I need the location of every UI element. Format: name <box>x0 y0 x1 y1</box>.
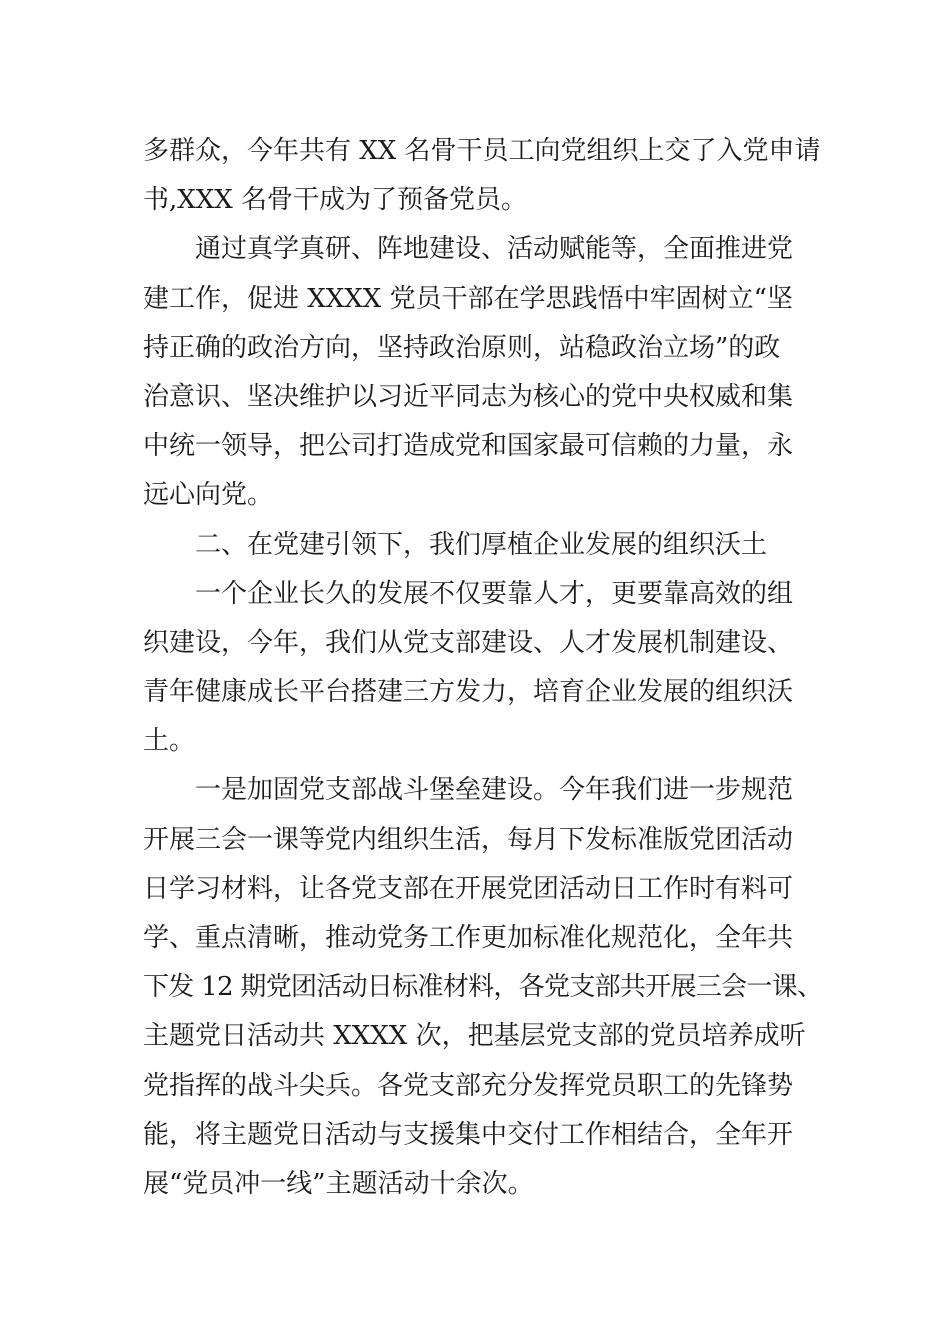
text-line: 青年健康成长平台搭建三方发力，培育企业发展的组织沃 <box>143 677 794 708</box>
section-heading-text: 二、在党建引领下，我们厚植企业发展的组织沃土 <box>195 529 768 560</box>
text-line: 建工作，促进 XXXX 党员干部在学思践悟中牢固树立“坚 <box>143 283 793 314</box>
text-line: 持正确的政治方向，坚持政治原则，站稳政治立场”的政 <box>143 332 781 363</box>
text-line: 中统一领导，把公司打造成党和国家最可信赖的力量，永 <box>143 431 794 462</box>
text-line: 通过真学真研、阵地建设、活动赋能等，全面推进党 <box>195 234 794 265</box>
text-line: 主题党日活动共 XXXX 次，把基层党支部的党员培养成听 <box>143 1021 806 1052</box>
paragraph <box>143 766 823 1209</box>
text-line: 织建设，今年，我们从党支部建设、人才发展机制建设、 <box>143 627 794 658</box>
text-line: 土。 <box>143 726 196 757</box>
text-line: 开展三会一课等党内组织生活，每月下发标准版党团活动 <box>143 824 794 855</box>
text-line: 展“党员冲一线”主题活动十余次。 <box>143 1168 534 1199</box>
paragraph <box>143 127 821 225</box>
text-line: 一个企业长久的发展不仅要靠人才，更要靠高效的组 <box>195 578 794 609</box>
text-line: 学、重点清晰，推动党务工作更加标准化规范化，全年共 <box>143 923 794 953</box>
text-line: 远心向党。 <box>143 480 274 511</box>
text-line: 能，将主题党日活动与支援集中交付工作相结合，全年开 <box>143 1119 794 1150</box>
text-line: 一是加固党支部战斗堡垒建设。今年我们进一步规范 <box>195 775 794 806</box>
paragraph <box>143 225 815 520</box>
text-line: 日学习材料，让各党支部在开展党团活动日工作时有料可 <box>143 873 794 904</box>
section-heading <box>143 521 815 570</box>
paragraph <box>143 570 815 767</box>
text-line: 下发 12 期党团活动日标准材料，各党支部共开展三会一课、 <box>143 972 823 1003</box>
document-body <box>143 127 823 1209</box>
text-line: 党指挥的战斗尖兵。各党支部充分发挥党员职工的先锋势 <box>143 1070 794 1101</box>
text-line: 多群众，今年共有 XX 名骨干员工向党组织上交了入党申请 <box>143 136 821 166</box>
text-line: 书,XXX 名骨干成为了预备党员。 <box>143 185 528 216</box>
text-line: 治意识、坚决维护以习近平同志为核心的党中央权威和集 <box>143 381 794 412</box>
